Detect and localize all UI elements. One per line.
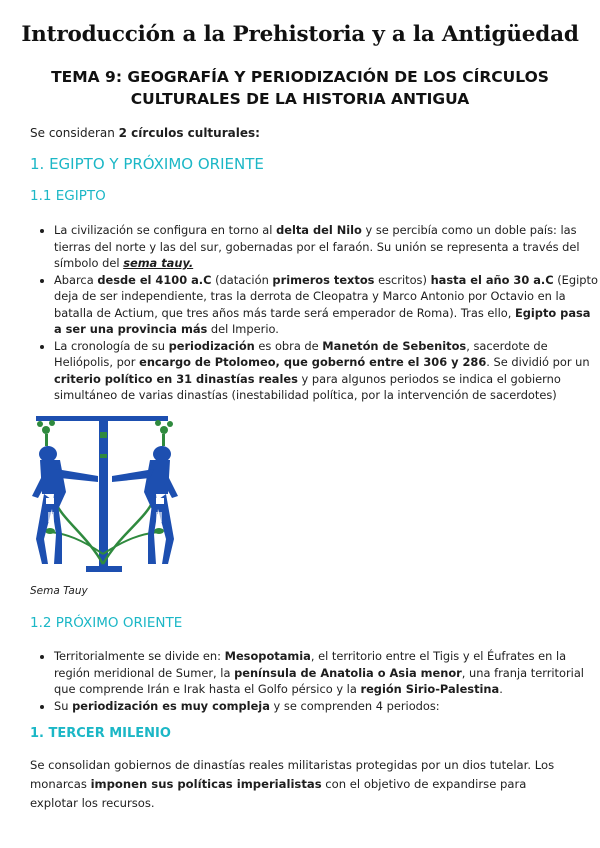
subsection-heading-egipto: 1.1 EGIPTO — [30, 188, 106, 204]
document-subtitle: TEMA 9: GEOGRAFÍA Y PERIODIZACIÓN DE LOS CÍRCULOS CULTURALES DE LA HISTORIA ANTIGUA — [51, 68, 549, 108]
proximo-oriente-bullet-list — [30, 648, 599, 714]
figure-caption: Sema Tauy — [30, 585, 88, 597]
list-item: • Territorialmente se divide en: Mesopotamia, el territorio entre el Tigis y el Éufrates en la región meridional de Sumer, la península de Anatolia o Asia menor, una franja territorial que comprende Irán e Irak hasta el Golfo pérsico y la región Sirio-Palestina. — [54, 648, 599, 698]
subsection-heading-proximo-oriente: 1.2 PRÓXIMO ORIENTE — [30, 615, 183, 631]
list-item: • Abarca desde el 4100 a.C (datación primeros textos escritos) hasta el año 30 a.C (Egipto deja de ser independiente, tras la derrota de Cleopatra y Marco Antonio por Octavio en la batalla de Actium, que tres años más tarde será emperador de Roma). Tras ello, Egipto pasa a ser una provincia más del Imperio. — [54, 272, 599, 338]
egipto-bullet-list — [30, 222, 599, 404]
document-title: Introducción a la Prehistoria y a la Antigüedad — [21, 22, 579, 47]
list-item: • Su periodización es muy compleja y se comprenden 4 periodos: — [54, 698, 599, 715]
list-item: • La civilización se configura en torno al delta del Nilo y se percibía como un doble país: las tierras del norte y las del sur, gobernadas por el faraón. Su unión se representa a través del símbolo del sema tauy. — [54, 222, 599, 272]
list-item: • La cronología de su periodización es obra de Manetón de Sebenitos, sacerdote de Heliópolis, por encargo de Ptolomeo, que gobernó entre el 306 y 286. Se dividió por un criterio político en 31 dinastías reales y para algunos periodos se indica el gobierno simultáneo de varias dinastías (inestabilidad política, por la intervención de sacerdotes) — [54, 338, 599, 404]
intro-text: Se consideran 2 círculos culturales: — [30, 126, 260, 140]
tercer-milenio-paragraph: Se consolidan gobiernos de dinastías reales militaristas protegidas por un dios tutelar. Los monarcas imponen sus políticas imperialistas con el objetivo de expandirse para explotar los recursos. — [30, 758, 555, 810]
section-heading-egipto-proximo-oriente: 1. EGIPTO Y PRÓXIMO ORIENTE — [30, 155, 264, 173]
sema-tauy-figure — [26, 414, 184, 576]
subsection-heading-tercer-milenio: 1. TERCER MILENIO — [30, 726, 171, 741]
